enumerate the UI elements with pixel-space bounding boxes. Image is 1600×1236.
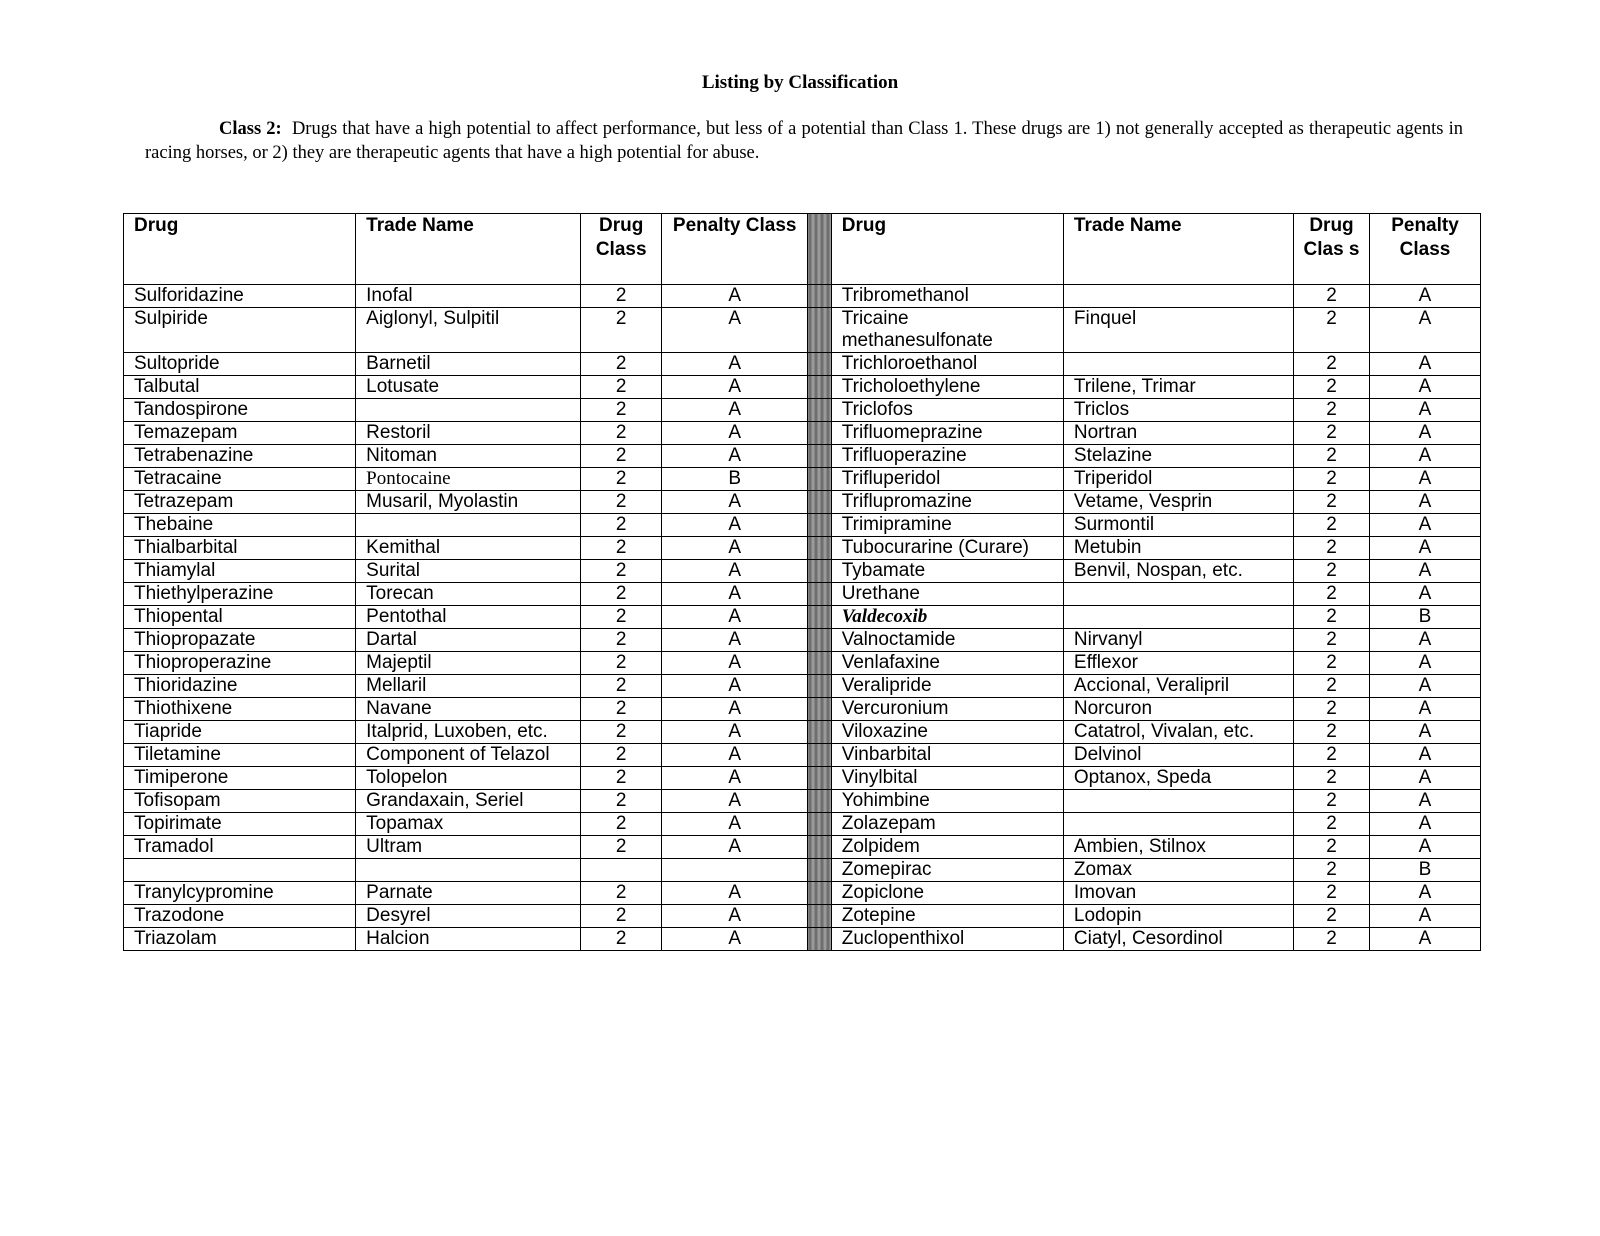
l-penalty-class-cell: B	[662, 468, 808, 491]
l-drug-cell: Thialbarbital	[124, 537, 356, 560]
l-drug-cell: Sulforidazine	[124, 285, 356, 308]
header-penalty-right: Penalty Class	[1370, 214, 1481, 285]
l-trade-name-cell: Surital	[356, 560, 581, 583]
r-penalty-class-cell: A	[1370, 560, 1481, 583]
r-trade-name-cell: Norcuron	[1063, 698, 1293, 721]
l-trade-name-cell	[356, 859, 581, 882]
table-row	[124, 744, 1481, 767]
l-drug-cell: Thiothixene	[124, 698, 356, 721]
l-trade-name-cell: Nitoman	[356, 445, 581, 468]
l-drug-cell: Thiopropazate	[124, 629, 356, 652]
r-trade-name-cell	[1063, 583, 1293, 606]
l-penalty-class-cell: A	[662, 583, 808, 606]
column-separator	[808, 422, 832, 445]
column-separator	[808, 767, 832, 790]
r-trade-name-cell	[1063, 790, 1293, 813]
r-trade-name-cell: Trilene, Trimar	[1063, 376, 1293, 399]
r-drug-cell: Zomepirac	[831, 859, 1063, 882]
r-trade-name-cell	[1063, 606, 1293, 629]
r-drug-cell: Tricholoethylene	[831, 376, 1063, 399]
column-separator	[808, 376, 832, 399]
r-penalty-class-cell: A	[1370, 698, 1481, 721]
r-drug-class-cell: 2	[1293, 468, 1369, 491]
column-separator	[808, 836, 832, 859]
r-drug-class-cell: 2	[1293, 376, 1369, 399]
table-row	[124, 583, 1481, 606]
table-row	[124, 606, 1481, 629]
intro-text: Drugs that have a high potential to affect performance, but less of a potential than Class 1. These drugs are 1) not generally accepted as therapeutic agents in racing horses, or 2) they are therapeutic agents that have a high potential for abuse.	[145, 119, 1464, 163]
table-header-row	[124, 214, 1481, 285]
r-drug-class-cell: 2	[1293, 353, 1369, 376]
r-drug-cell: Yohimbine	[831, 790, 1063, 813]
r-penalty-class-cell: A	[1370, 721, 1481, 744]
r-drug-class-cell: 2	[1293, 928, 1369, 951]
r-drug-class-cell: 2	[1293, 905, 1369, 928]
l-trade-name-cell: Grandaxain, Seriel	[356, 790, 581, 813]
column-separator	[808, 491, 832, 514]
l-trade-name-cell: Tolopelon	[356, 767, 581, 790]
l-drug-class-cell: 2	[581, 376, 662, 399]
table-row	[124, 308, 1481, 353]
l-penalty-class-cell: A	[662, 445, 808, 468]
l-drug-class-cell: 2	[581, 813, 662, 836]
column-separator	[808, 308, 832, 353]
header-drug-left: Drug	[124, 214, 356, 285]
r-drug-class-cell: 2	[1293, 859, 1369, 882]
table-row	[124, 399, 1481, 422]
l-trade-name-cell: Italprid, Luxoben, etc.	[356, 721, 581, 744]
l-drug-cell: Tramadol	[124, 836, 356, 859]
column-separator	[808, 905, 832, 928]
l-penalty-class-cell: A	[662, 652, 808, 675]
table-row	[124, 537, 1481, 560]
r-penalty-class-cell: B	[1370, 606, 1481, 629]
r-drug-class-cell: 2	[1293, 399, 1369, 422]
header-trade-left: Trade Name	[356, 214, 581, 285]
table-row	[124, 285, 1481, 308]
l-drug-cell: Tetrazepam	[124, 491, 356, 514]
l-trade-name-cell: Pentothal	[356, 606, 581, 629]
l-penalty-class-cell: A	[662, 537, 808, 560]
r-trade-name-cell: Imovan	[1063, 882, 1293, 905]
l-drug-class-cell: 2	[581, 514, 662, 537]
l-drug-cell: Tofisopam	[124, 790, 356, 813]
l-penalty-class-cell: A	[662, 422, 808, 445]
r-penalty-class-cell: A	[1370, 399, 1481, 422]
r-drug-class-cell: 2	[1293, 813, 1369, 836]
r-penalty-class-cell: A	[1370, 905, 1481, 928]
l-drug-class-cell: 2	[581, 308, 662, 353]
l-drug-class-cell: 2	[581, 790, 662, 813]
l-trade-name-cell: Ultram	[356, 836, 581, 859]
r-drug-cell: Valdecoxib	[831, 606, 1063, 629]
l-trade-name-cell: Restoril	[356, 422, 581, 445]
l-drug-cell: Tiapride	[124, 721, 356, 744]
l-drug-class-cell: 2	[581, 560, 662, 583]
r-penalty-class-cell: A	[1370, 652, 1481, 675]
table-row	[124, 721, 1481, 744]
r-trade-name-cell: Triclos	[1063, 399, 1293, 422]
l-penalty-class-cell: A	[662, 514, 808, 537]
r-trade-name-cell: Catatrol, Vivalan, etc.	[1063, 721, 1293, 744]
l-trade-name-cell: Torecan	[356, 583, 581, 606]
r-drug-class-cell: 2	[1293, 836, 1369, 859]
l-drug-cell: Sulpiride	[124, 308, 356, 353]
r-penalty-class-cell: A	[1370, 767, 1481, 790]
r-drug-class-cell: 2	[1293, 308, 1369, 353]
l-drug-class-cell	[581, 859, 662, 882]
r-drug-cell: Trifluoperazine	[831, 445, 1063, 468]
column-separator	[808, 675, 832, 698]
r-drug-class-cell: 2	[1293, 744, 1369, 767]
l-penalty-class-cell	[662, 859, 808, 882]
table-row	[124, 468, 1481, 491]
header-drug-class-left: Drug Class	[581, 214, 662, 285]
l-drug-cell: Thiethylperazine	[124, 583, 356, 606]
r-drug-class-cell: 2	[1293, 698, 1369, 721]
l-drug-class-cell: 2	[581, 537, 662, 560]
r-drug-cell: Vinbarbital	[831, 744, 1063, 767]
r-trade-name-cell: Delvinol	[1063, 744, 1293, 767]
r-drug-cell: Vercuronium	[831, 698, 1063, 721]
l-trade-name-cell	[356, 399, 581, 422]
l-drug-class-cell: 2	[581, 629, 662, 652]
r-penalty-class-cell: B	[1370, 859, 1481, 882]
r-drug-class-cell: 2	[1293, 491, 1369, 514]
r-drug-class-cell: 2	[1293, 606, 1369, 629]
l-trade-name-cell: Lotusate	[356, 376, 581, 399]
column-separator	[808, 468, 832, 491]
l-trade-name-cell: Component of Telazol	[356, 744, 581, 767]
r-trade-name-cell: Ambien, Stilnox	[1063, 836, 1293, 859]
l-penalty-class-cell: A	[662, 836, 808, 859]
r-penalty-class-cell: A	[1370, 583, 1481, 606]
table-row	[124, 813, 1481, 836]
r-drug-class-cell: 2	[1293, 790, 1369, 813]
r-penalty-class-cell: A	[1370, 285, 1481, 308]
r-drug-cell: Vinylbital	[831, 767, 1063, 790]
r-trade-name-cell: Nirvanyl	[1063, 629, 1293, 652]
column-separator	[808, 583, 832, 606]
r-drug-cell: Tubocurarine (Curare)	[831, 537, 1063, 560]
r-penalty-class-cell: A	[1370, 813, 1481, 836]
l-drug-class-cell: 2	[581, 698, 662, 721]
l-drug-class-cell: 2	[581, 652, 662, 675]
l-penalty-class-cell: A	[662, 721, 808, 744]
l-trade-name-cell: Kemithal	[356, 537, 581, 560]
column-separator	[808, 790, 832, 813]
column-separator	[808, 859, 832, 882]
table-row	[124, 882, 1481, 905]
l-penalty-class-cell: A	[662, 491, 808, 514]
r-trade-name-cell	[1063, 353, 1293, 376]
page-title: Listing by Classification	[701, 72, 899, 93]
l-trade-name-cell: Navane	[356, 698, 581, 721]
l-drug-class-cell: 2	[581, 285, 662, 308]
l-drug-cell: Tranylcypromine	[124, 882, 356, 905]
header-drug-class-right: Drug Clas s	[1293, 214, 1369, 285]
r-drug-cell: Trichloroethanol	[831, 353, 1063, 376]
l-trade-name-cell: Halcion	[356, 928, 581, 951]
r-drug-class-cell: 2	[1293, 537, 1369, 560]
l-penalty-class-cell: A	[662, 698, 808, 721]
table-row	[124, 675, 1481, 698]
l-drug-cell: Temazepam	[124, 422, 356, 445]
l-drug-class-cell: 2	[581, 468, 662, 491]
r-trade-name-cell: Efflexor	[1063, 652, 1293, 675]
column-separator	[808, 353, 832, 376]
l-drug-cell: Thebaine	[124, 514, 356, 537]
r-penalty-class-cell: A	[1370, 514, 1481, 537]
r-drug-cell: Zopiclone	[831, 882, 1063, 905]
table-row	[124, 422, 1481, 445]
r-trade-name-cell: Lodopin	[1063, 905, 1293, 928]
r-trade-name-cell: Zomax	[1063, 859, 1293, 882]
intro-paragraph	[145, 117, 1463, 165]
table-row	[124, 905, 1481, 928]
column-separator	[808, 744, 832, 767]
table-row	[124, 790, 1481, 813]
r-trade-name-cell	[1063, 813, 1293, 836]
l-trade-name-cell: Pontocaine	[356, 468, 581, 491]
r-drug-class-cell: 2	[1293, 514, 1369, 537]
l-drug-class-cell: 2	[581, 675, 662, 698]
l-drug-cell: Sultopride	[124, 353, 356, 376]
r-penalty-class-cell: A	[1370, 537, 1481, 560]
r-penalty-class-cell: A	[1370, 675, 1481, 698]
l-penalty-class-cell: A	[662, 376, 808, 399]
column-separator	[808, 721, 832, 744]
l-trade-name-cell: Mellaril	[356, 675, 581, 698]
table-row	[124, 836, 1481, 859]
l-trade-name-cell: Majeptil	[356, 652, 581, 675]
r-penalty-class-cell: A	[1370, 836, 1481, 859]
table-row	[124, 652, 1481, 675]
l-penalty-class-cell: A	[662, 308, 808, 353]
l-trade-name-cell: Topamax	[356, 813, 581, 836]
r-trade-name-cell: Metubin	[1063, 537, 1293, 560]
r-drug-cell: Valnoctamide	[831, 629, 1063, 652]
r-drug-cell: Tricaine methanesulfonate	[831, 308, 1063, 353]
column-separator	[808, 698, 832, 721]
r-drug-class-cell: 2	[1293, 560, 1369, 583]
l-penalty-class-cell: A	[662, 560, 808, 583]
r-trade-name-cell: Surmontil	[1063, 514, 1293, 537]
column-separator	[808, 445, 832, 468]
r-drug-cell: Tybamate	[831, 560, 1063, 583]
l-penalty-class-cell: A	[662, 744, 808, 767]
table-row	[124, 928, 1481, 951]
l-penalty-class-cell: A	[662, 606, 808, 629]
column-separator	[808, 285, 832, 308]
r-drug-class-cell: 2	[1293, 675, 1369, 698]
l-drug-class-cell: 2	[581, 491, 662, 514]
r-drug-cell: Veralipride	[831, 675, 1063, 698]
l-drug-class-cell: 2	[581, 767, 662, 790]
l-drug-cell: Trazodone	[124, 905, 356, 928]
r-penalty-class-cell: A	[1370, 882, 1481, 905]
l-penalty-class-cell: A	[662, 928, 808, 951]
l-drug-cell: Tiletamine	[124, 744, 356, 767]
column-separator	[808, 928, 832, 951]
r-drug-cell: Venlafaxine	[831, 652, 1063, 675]
l-drug-class-cell: 2	[581, 836, 662, 859]
r-trade-name-cell: Optanox, Speda	[1063, 767, 1293, 790]
column-separator	[808, 514, 832, 537]
r-drug-cell: Zotepine	[831, 905, 1063, 928]
l-drug-cell: Tandospirone	[124, 399, 356, 422]
l-drug-cell: Talbutal	[124, 376, 356, 399]
column-separator	[808, 537, 832, 560]
r-trade-name-cell: Finquel	[1063, 308, 1293, 353]
l-trade-name-cell: Musaril, Myolastin	[356, 491, 581, 514]
r-drug-cell: Tribromethanol	[831, 285, 1063, 308]
l-drug-cell: Thiopental	[124, 606, 356, 629]
table-row	[124, 560, 1481, 583]
r-penalty-class-cell: A	[1370, 744, 1481, 767]
column-separator	[808, 813, 832, 836]
r-penalty-class-cell: A	[1370, 491, 1481, 514]
r-drug-cell: Viloxazine	[831, 721, 1063, 744]
r-penalty-class-cell: A	[1370, 376, 1481, 399]
column-separator	[808, 214, 832, 285]
l-drug-cell: Topirimate	[124, 813, 356, 836]
l-penalty-class-cell: A	[662, 790, 808, 813]
r-drug-cell: Triclofos	[831, 399, 1063, 422]
l-drug-cell	[124, 859, 356, 882]
r-drug-cell: Zolazepam	[831, 813, 1063, 836]
drug-table	[123, 213, 1481, 951]
l-trade-name-cell	[356, 514, 581, 537]
column-separator	[808, 629, 832, 652]
l-trade-name-cell: Dartal	[356, 629, 581, 652]
table-row	[124, 376, 1481, 399]
r-drug-class-cell: 2	[1293, 721, 1369, 744]
l-drug-cell: Thioproperazine	[124, 652, 356, 675]
r-trade-name-cell: Triperidol	[1063, 468, 1293, 491]
table-row	[124, 859, 1481, 882]
l-drug-class-cell: 2	[581, 882, 662, 905]
l-drug-cell: Timiperone	[124, 767, 356, 790]
r-penalty-class-cell: A	[1370, 468, 1481, 491]
r-drug-class-cell: 2	[1293, 445, 1369, 468]
column-separator	[808, 560, 832, 583]
l-drug-class-cell: 2	[581, 445, 662, 468]
l-drug-class-cell: 2	[581, 744, 662, 767]
column-separator	[808, 652, 832, 675]
r-penalty-class-cell: A	[1370, 790, 1481, 813]
l-trade-name-cell: Inofal	[356, 285, 581, 308]
l-penalty-class-cell: A	[662, 353, 808, 376]
r-trade-name-cell: Benvil, Nospan, etc.	[1063, 560, 1293, 583]
r-drug-cell: Trimipramine	[831, 514, 1063, 537]
l-drug-class-cell: 2	[581, 721, 662, 744]
r-drug-cell: Trifluomeprazine	[831, 422, 1063, 445]
l-drug-cell: Thiamylal	[124, 560, 356, 583]
r-drug-cell: Zuclopenthixol	[831, 928, 1063, 951]
table-row	[124, 698, 1481, 721]
r-drug-class-cell: 2	[1293, 767, 1369, 790]
column-separator	[808, 399, 832, 422]
table-row	[124, 445, 1481, 468]
header-trade-right: Trade Name	[1063, 214, 1293, 285]
l-trade-name-cell: Barnetil	[356, 353, 581, 376]
l-drug-cell: Tetracaine	[124, 468, 356, 491]
l-penalty-class-cell: A	[662, 882, 808, 905]
l-drug-cell: Tetrabenazine	[124, 445, 356, 468]
r-penalty-class-cell: A	[1370, 928, 1481, 951]
l-trade-name-cell: Aiglonyl, Sulpitil	[356, 308, 581, 353]
r-penalty-class-cell: A	[1370, 353, 1481, 376]
l-drug-class-cell: 2	[581, 353, 662, 376]
table-row	[124, 353, 1481, 376]
r-drug-cell: Zolpidem	[831, 836, 1063, 859]
l-drug-class-cell: 2	[581, 583, 662, 606]
r-trade-name-cell	[1063, 285, 1293, 308]
l-trade-name-cell: Parnate	[356, 882, 581, 905]
l-trade-name-cell: Desyrel	[356, 905, 581, 928]
r-drug-class-cell: 2	[1293, 629, 1369, 652]
r-trade-name-cell: Accional, Veralipril	[1063, 675, 1293, 698]
l-drug-cell: Thioridazine	[124, 675, 356, 698]
l-penalty-class-cell: A	[662, 813, 808, 836]
r-penalty-class-cell: A	[1370, 308, 1481, 353]
r-penalty-class-cell: A	[1370, 629, 1481, 652]
table-row	[124, 491, 1481, 514]
l-drug-class-cell: 2	[581, 928, 662, 951]
l-drug-cell: Triazolam	[124, 928, 356, 951]
table-row	[124, 767, 1481, 790]
l-drug-class-cell: 2	[581, 905, 662, 928]
header-penalty-left: Penalty Class	[662, 214, 808, 285]
l-penalty-class-cell: A	[662, 285, 808, 308]
table-row	[124, 629, 1481, 652]
l-penalty-class-cell: A	[662, 399, 808, 422]
column-separator	[808, 606, 832, 629]
r-drug-class-cell: 2	[1293, 285, 1369, 308]
r-drug-class-cell: 2	[1293, 652, 1369, 675]
l-penalty-class-cell: A	[662, 905, 808, 928]
r-drug-class-cell: 2	[1293, 422, 1369, 445]
r-drug-class-cell: 2	[1293, 583, 1369, 606]
l-drug-class-cell: 2	[581, 399, 662, 422]
r-trade-name-cell: Ciatyl, Cesordinol	[1063, 928, 1293, 951]
l-penalty-class-cell: A	[662, 767, 808, 790]
l-drug-class-cell: 2	[581, 422, 662, 445]
r-trade-name-cell: Nortran	[1063, 422, 1293, 445]
r-trade-name-cell: Vetame, Vesprin	[1063, 491, 1293, 514]
l-penalty-class-cell: A	[662, 675, 808, 698]
class-label: Class 2:	[219, 119, 282, 139]
r-trade-name-cell: Stelazine	[1063, 445, 1293, 468]
r-drug-cell: Trifluperidol	[831, 468, 1063, 491]
l-drug-class-cell: 2	[581, 606, 662, 629]
l-penalty-class-cell: A	[662, 629, 808, 652]
column-separator	[808, 882, 832, 905]
r-penalty-class-cell: A	[1370, 445, 1481, 468]
r-penalty-class-cell: A	[1370, 422, 1481, 445]
r-drug-cell: Urethane	[831, 583, 1063, 606]
r-drug-cell: Triflupromazine	[831, 491, 1063, 514]
r-drug-class-cell: 2	[1293, 882, 1369, 905]
header-drug-right: Drug	[831, 214, 1063, 285]
table-row	[124, 514, 1481, 537]
